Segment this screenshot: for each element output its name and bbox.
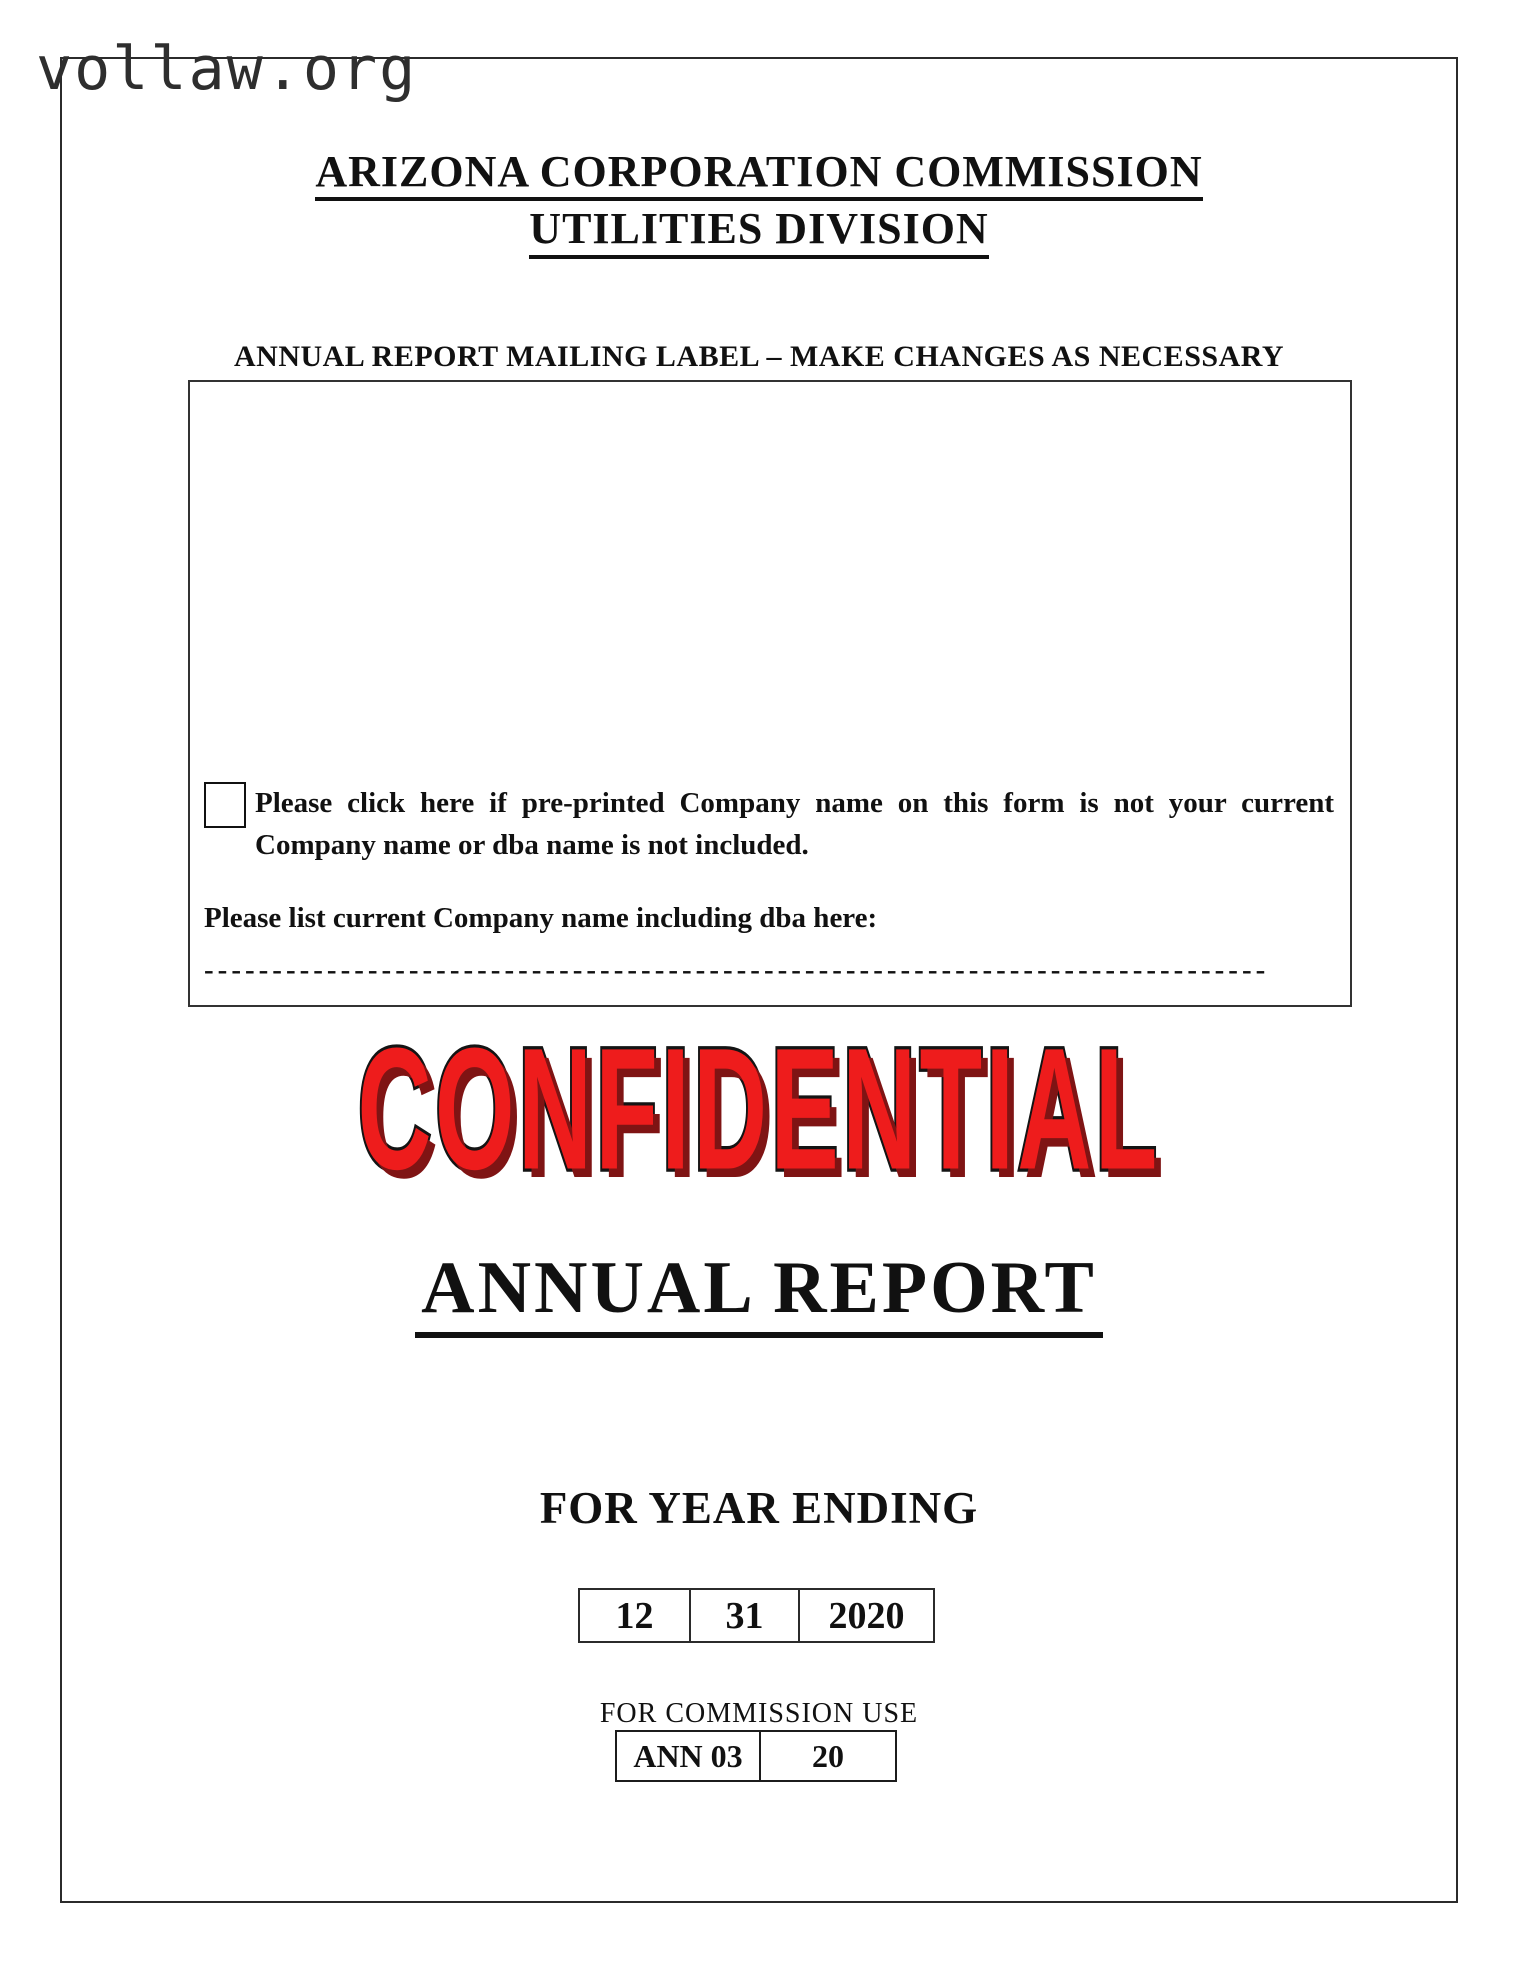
year-ending-date-table xyxy=(578,1588,935,1643)
company-name-checkbox[interactable] xyxy=(204,782,246,828)
commission-use-table xyxy=(615,1730,897,1782)
confidential-stamp-wrap xyxy=(0,1012,1518,1206)
year-ending-label: FOR YEAR ENDING xyxy=(539,1483,979,1533)
commission-use-label-wrap xyxy=(0,1698,1518,1730)
header-line-2: UTILITIES DIVISION xyxy=(529,205,988,258)
company-name-checkbox-label: Please click here if pre-printed Company name on this form is not your current Company name or dba name is not included. xyxy=(255,787,1334,861)
year-field[interactable]: 2020 xyxy=(828,1594,905,1637)
confidential-stamp: CONFIDENTIAL xyxy=(357,1012,1161,1206)
page-header xyxy=(0,148,1518,259)
year-ending-label-wrap xyxy=(0,1482,1518,1534)
header-line-1: ARIZONA CORPORATION COMMISSION xyxy=(315,148,1202,201)
mailing-label-heading: ANNUAL REPORT MAILING LABEL – MAKE CHANGES AS NECESSARY xyxy=(233,340,1285,373)
watermark: vollaw.org xyxy=(36,34,418,104)
commission-value-cell[interactable]: 20 xyxy=(812,1737,844,1774)
commission-code-cell[interactable]: ANN 03 xyxy=(617,1732,761,1780)
company-name-prompt: Please list current Company name including dba here: xyxy=(204,902,878,934)
report-title-wrap xyxy=(0,1247,1518,1338)
company-name-checkbox-row xyxy=(204,782,1334,866)
company-name-write-line[interactable]: ------------------------------------------------------------------------------ xyxy=(204,954,1270,986)
mailing-label-box xyxy=(188,380,1352,1007)
commission-use-label: FOR COMMISSION USE xyxy=(599,1698,919,1729)
day-field[interactable]: 31 xyxy=(691,1590,800,1641)
page-title: ANNUAL REPORT xyxy=(415,1250,1103,1338)
month-field[interactable]: 12 xyxy=(580,1590,691,1641)
